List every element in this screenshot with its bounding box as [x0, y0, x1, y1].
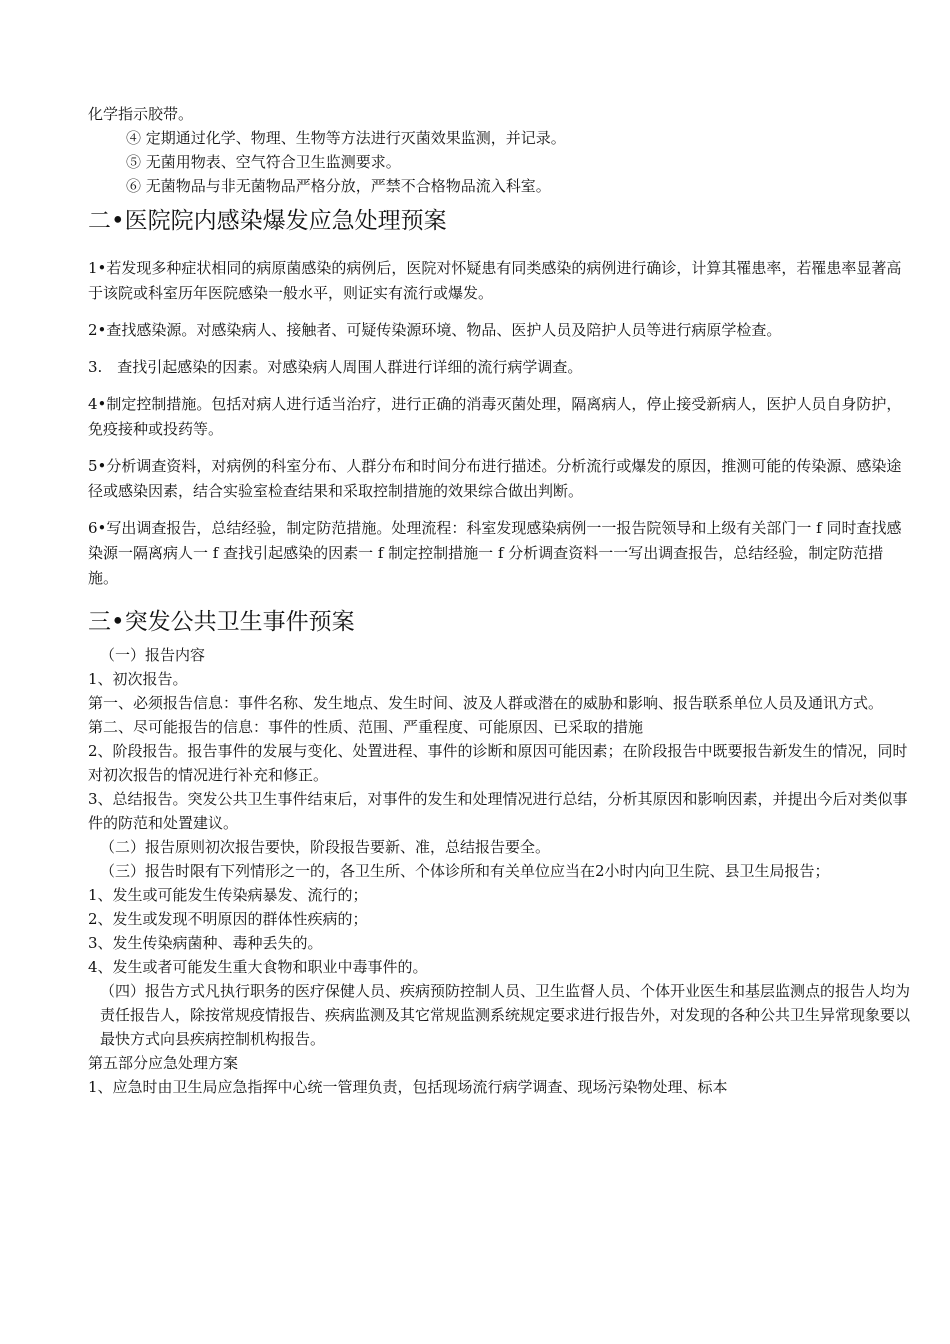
list-item: ⑥ 无菌物品与非无菌物品严格分放，严禁不合格物品流入科室。 [126, 177, 551, 195]
text-line: 1、应急时由卫生局应急指挥中心统一管理负责，包括现场流行病学调查、现场污染物处理、标本 [88, 1078, 728, 1096]
sub-heading: （一）报告内容 [100, 646, 206, 664]
numbered-paragraph: 6•写出调查报告，总结经验，制定防范措施。处理流程：科室发现感染病例一一报告院领导和上级有关部门一 f 同时查找感染源一隔离病人一 f 查找引起感染的因素一 f 制定控制措施一 f 分析调查资料一一写出调查报告，总结经验，制定防范措施。 [88, 519, 902, 587]
numbered-paragraph: 3. 查找引起感染的因素。对感染病人周围人群进行详细的流行病学调查。 [88, 358, 583, 376]
sub-heading: （四）报告方式凡执行职务的医疗保健人员、疾病预防控制人员、卫生监督人员、个体开业医生和基层监测点的报告人均为责任报告人，除按常规疫情报告、疾病监测及其它常规监测系统规定要求进行报告外，对发现的各种公共卫生异常现象要以最快方式向县疾病控制机构报告。 [100, 982, 911, 1048]
continuation-line: 化学指示胶带。 [88, 105, 194, 123]
text-line: 2、发生或发现不明原因的群体性疾病的； [88, 910, 368, 928]
list-item: ⑤ 无菌用物表、空气符合卫生监测要求。 [126, 153, 401, 171]
text-line: 2、阶段报告。报告事件的发展与变化、处置进程、事件的诊断和原因可能因素；在阶段报告中既要报告新发生的情况，同时对初次报告的情况进行补充和修正。 [88, 742, 908, 784]
text-line: 第五部分应急处理方案 [88, 1054, 239, 1072]
text-line: 3、总结报告。突发公共卫生事件结束后，对事件的发生和处理情况进行总结，分析其原因和影响因素，并提出今后对类似事件的防范和处置建议。 [88, 790, 908, 832]
sub-heading: （二）报告原则初次报告要快，阶段报告要新、准，总结报告要全。 [100, 838, 551, 856]
list-item: ④ 定期通过化学、物理、生物等方法进行灭菌效果监测，并记录。 [126, 129, 566, 147]
text-line: 3、发生传染病菌种、毒种丢失的。 [88, 934, 323, 952]
numbered-paragraph: 1•若发现多种症状相同的病原菌感染的病例后，医院对怀疑患有同类感染的病例进行确诊，计算其罹患率，若罹患率显著高于该院或科室历年医院感染一般水平，则证实有流行或爆发。 [88, 259, 902, 302]
text-line: 1、初次报告。 [88, 670, 188, 688]
text-line: 4、发生或者可能发生重大食物和职业中毒事件的。 [88, 958, 428, 976]
section-heading: 二•医院院内感染爆发应急处理预案 [88, 208, 447, 234]
text-line: 第二、尽可能报告的信息：事件的性质、范围、严重程度、可能原因、已采取的措施 [88, 718, 644, 736]
numbered-paragraph: 4•制定控制措施。包括对病人进行适当治疗，进行正确的消毒灭菌处理，隔离病人，停止接受新病人，医护人员自身防护，免疫接种或投药等。 [88, 395, 902, 438]
numbered-paragraph: 2•查找感染源。对感染病人、接触者、可疑传染源环境、物品、医护人员及陪护人员等进行病原学检查。 [88, 321, 782, 339]
section-heading: 三•突发公共卫生事件预案 [88, 609, 355, 635]
section-body [88, 643, 910, 1099]
text-line: 1、发生或可能发生传染病暴发、流行的； [88, 886, 368, 904]
numbered-paragraph: 5•分析调查资料，对病例的科室分布、人群分布和时间分布进行描述。分析流行或爆发的原因，推测可能的传染源、感染途径或感染因素，结合实验室检查结果和采取控制措施的效果综合做出判断。 [88, 457, 902, 500]
text-line: 第一、必须报告信息：事件名称、发生地点、发生时间、波及人群或潜在的威胁和影响、报告联系单位人员及通讯方式。 [88, 694, 884, 712]
sub-heading: （三）报告时限有下列情形之一的，各卫生所、个体诊所和有关单位应当在2小时内向卫生院、县卫生局报告； [100, 862, 830, 880]
document-page [88, 102, 910, 1099]
